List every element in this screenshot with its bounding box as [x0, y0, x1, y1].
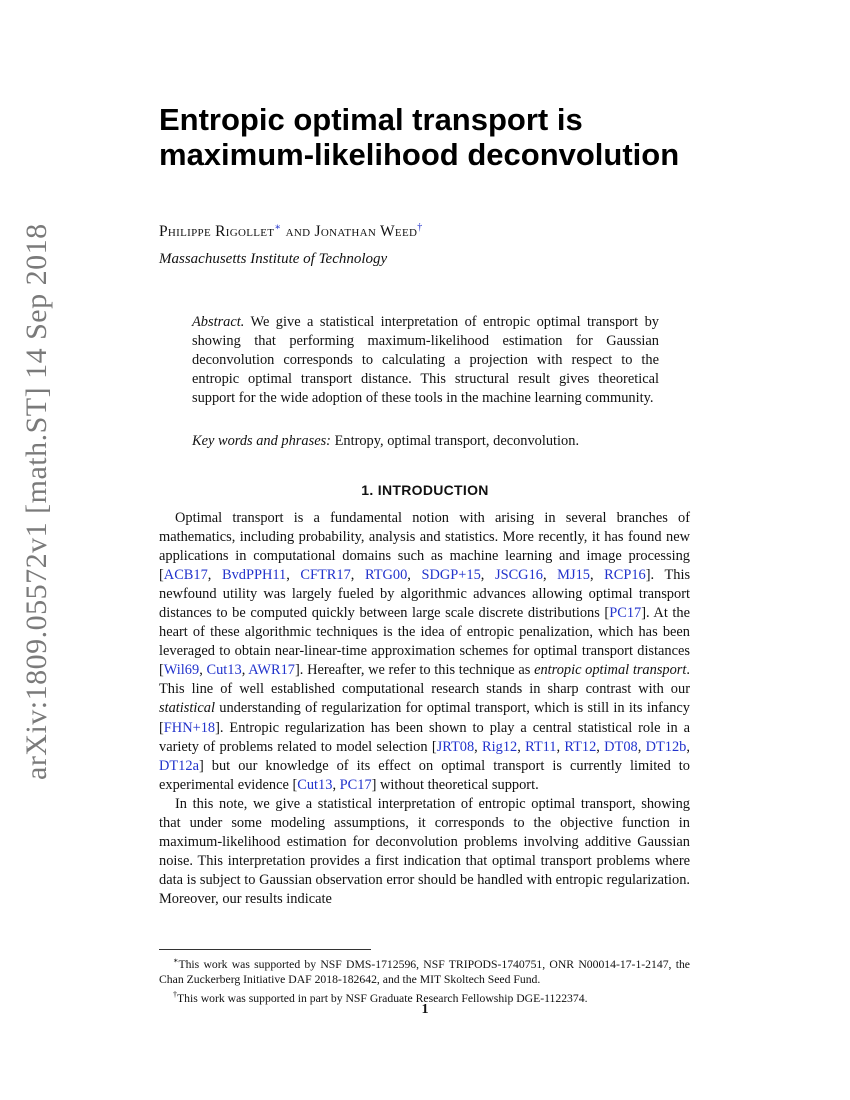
citation-link[interactable]: JRT08	[436, 738, 475, 755]
citation-link[interactable]: AWR17	[248, 662, 295, 679]
citation-link[interactable]: RT11	[525, 738, 557, 755]
paragraph-text: ]. This newfound utility was largely fueled by algorithmic advances allowing optimal transport distances to be computed quickly between large scale discrete distributions [	[159, 567, 691, 622]
paragraph-text: ] without theoretical support.	[371, 776, 539, 793]
paragraph-text: . This line of well established computational research stands in sharp contrast with our	[159, 662, 691, 698]
footnote-mark-star[interactable]: ∗	[274, 222, 282, 233]
arxiv-identifier: arXiv:1809.05572v1 [math.ST] 14 Sep 2018	[20, 223, 53, 780]
citation-link[interactable]: Cut13	[297, 776, 333, 793]
citation-link[interactable]: Rig12	[482, 738, 518, 755]
page-number: 1	[421, 1002, 429, 1017]
citation-link[interactable]: MJ15	[557, 567, 590, 584]
paragraph-text: ]. Entropic regularization has been shown to play a central statistical role in a variety of problems related to model selection [	[159, 719, 690, 755]
body-text	[159, 509, 690, 909]
citation-link[interactable]: SDGP+15	[421, 567, 481, 584]
abstract-label: Abstract.	[192, 314, 245, 330]
citation-link[interactable]: RCP16	[604, 567, 646, 584]
paragraph-text: Optimal transport is a fundamental notion with arising in several branches of mathematics, including probability, analysis and statistics. More recently, it has found new applications in computational domains such as machine learning and image processing [	[159, 510, 690, 584]
citation-link[interactable]: ACB17	[163, 567, 208, 584]
citation-link[interactable]: DT08	[604, 738, 638, 755]
citation-link[interactable]: DT12a	[159, 757, 199, 774]
paragraph-text: ]. At the heart of these algorithmic techniques is the idea of entropic penalization, which has been leveraged to obtain near-linear-time approximation schemes for optimal transport distances [	[159, 605, 690, 679]
keywords-text: Entropy, optimal transport, deconvolution.	[330, 433, 580, 449]
section-heading: 1. INTRODUCTION	[361, 482, 489, 498]
abstract-text: We give a statistical interpretation of entropic optimal transport by showing that performing maximum-likelihood estimation for Gaussian deconvolution corresponds to calculating a projection with respect to the entropic optimal transport distance. This structural result gives theoretical support for the wide adoption of these tools in the machine learning community.	[192, 314, 659, 406]
footnote-2-mark: †	[173, 989, 177, 999]
footnotes	[159, 953, 690, 1006]
footnote-1-mark: ∗	[173, 956, 179, 965]
author-rigollet: Philippe Rigollet	[159, 223, 275, 241]
paragraph-1: Optimal transport is a fundamental notion with arising in several branches of mathematics, including probability, analysis and statistics. More recently, it has found new applications in computational domains such as machine learning and image processing [ACB17, BvdPPH11, CFTR17, RTG00, SDGP+15, JSCG16, MJ15, RCP16]. This newfound utility was largely fueled by algorithmic advances allowing optimal transport distances to be computed quickly between large scale discrete distributions [PC17]. At the heart of these algorithmic techniques is the idea of entropic penalization, which has been leveraged to obtain near-linear-time approximation schemes for optimal transport distances [Wil69, Cut13, AWR17]. Hereafter, we refer to this technique as entropic optimal transport. This line of well established computational research stands in sharp contrast with our statistical understanding of regularization for optimal transport, which is still in its infancy [FHN+18]. Entropic regularization has been shown to play a central statistical role in a variety of problems related to model selection [JRT08, Rig12, RT11, RT12, DT08, DT12b, DT12a] but our knowledge of its effect on optimal transport is currently limited to experimental evidence [Cut13, PC17] without theoretical support.	[159, 510, 691, 793]
affiliation: Massachusetts Institute of Technology	[159, 251, 388, 267]
footnote-mark-dagger[interactable]: †	[417, 222, 423, 233]
paragraph-text: understanding of regularization for optimal transport, which is still in its infancy [	[159, 700, 690, 736]
paragraph-2: In this note, we give a statistical interpretation of entropic optimal transport, showing that under some modeling assumptions, it corresponds to the objective function in maximum-likelihood estimation for deconvolution problems involving additive Gaussian noise. This interpretation provides a first indication that optimal transport problems where data is subject to Gaussian observation error should be handled with entropic regularization. Moreover, our results indicate	[159, 795, 690, 907]
emphasis: statistical	[159, 700, 215, 717]
citation-link[interactable]: CFTR17	[300, 567, 351, 584]
paragraph-text: ]. Hereafter, we refer to this technique as	[295, 662, 535, 679]
citation-link[interactable]: Wil69	[163, 662, 200, 679]
citation-link[interactable]: FHN+18	[163, 719, 216, 736]
citation-link[interactable]: PC17	[609, 605, 642, 622]
keywords	[192, 432, 662, 451]
citation-link[interactable]: Cut13	[206, 662, 242, 679]
emphasis: entropic optimal transport	[534, 662, 687, 679]
citation-link[interactable]: PC17	[339, 776, 372, 793]
author-separator: and	[281, 223, 315, 241]
abstract	[192, 313, 659, 408]
citation-link[interactable]: BvdPPH11	[221, 567, 287, 584]
citation-link[interactable]: RTG00	[364, 567, 408, 584]
author-line	[159, 222, 423, 241]
paragraph-text: ] but our knowledge of its effect on optimal transport is currently limited to experimental evidence [	[159, 757, 690, 793]
footnote-2-text: This work was supported in part by NSF Graduate Research Fellowship DGE-1122374.	[177, 991, 588, 1005]
author-weed: Jonathan Weed	[314, 223, 418, 241]
citation-link[interactable]: JSCG16	[494, 567, 543, 584]
paper-title: Entropic optimal transport is maximum-likelihood deconvolution	[159, 102, 680, 172]
citation-link[interactable]: RT12	[564, 738, 597, 755]
keywords-label: Key words and phrases:	[192, 433, 331, 449]
footnote-divider	[159, 949, 371, 950]
footnote-1	[159, 953, 690, 987]
citation-link[interactable]: DT12b	[645, 738, 687, 755]
footnote-1-text: This work was supported by NSF DMS-1712596, NSF TRIPODS-1740751, ONR N00014-17-1-2147, the Chan Zuckerberg Initiative DAF 2018-182642, and the MIT Skoltech Seed Fund.	[159, 957, 690, 986]
